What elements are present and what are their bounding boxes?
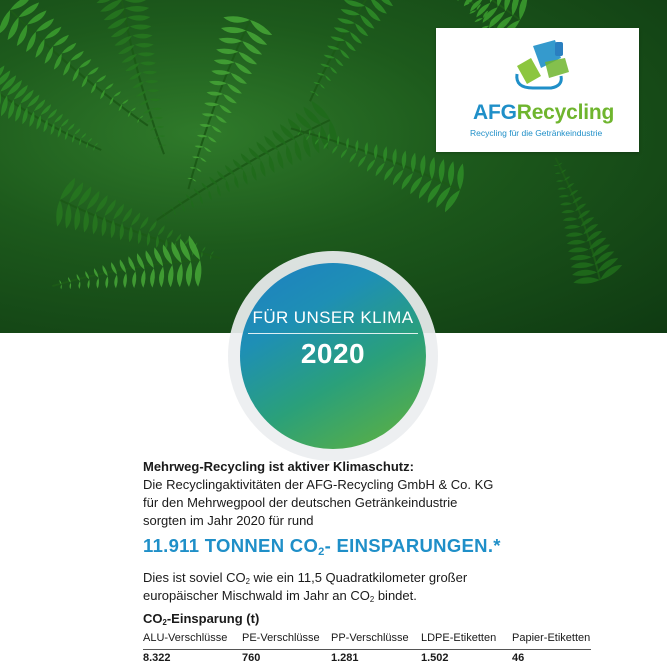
- body-heading: Mehrweg-Recycling ist aktiver Klimaschutz:: [143, 459, 414, 474]
- column-value: 46: [512, 652, 525, 664]
- table-column: [143, 632, 227, 664]
- badge-title: FÜR UNSER KLIMA: [252, 308, 414, 327]
- column-header: Papier-Etiketten: [512, 632, 591, 644]
- column-header: LDPE-Etiketten: [421, 632, 497, 644]
- body-line-3: sorgten im Jahr 2020 für rund: [143, 513, 314, 528]
- column-value: 1.281: [331, 652, 359, 664]
- column-value: 760: [242, 652, 261, 664]
- column-header: PP-Verschlüsse: [331, 632, 409, 644]
- column-value: 1.502: [421, 652, 449, 664]
- brand-tagline: Recycling für die Getränkeindustrie: [470, 128, 603, 138]
- badge-divider: [248, 333, 418, 334]
- column-value: 8.322: [143, 652, 171, 664]
- table-column: [421, 632, 496, 664]
- table-column: [242, 632, 320, 664]
- description-line-2: europäischer Mischwald im Jahr an $CO_2$ bindet.: [143, 588, 417, 604]
- description-line-1: Dies ist soviel $CO_2$ wie ein 11,5 Quadratkilometer großer: [143, 570, 468, 586]
- column-header: PE-Verschlüsse: [242, 632, 320, 644]
- table-title: $CO_2$-Einsparung (t): [143, 611, 260, 627]
- table-column: [331, 632, 409, 664]
- recycling-bottles-icon: [511, 38, 573, 92]
- body-line-2: für den Mehrwegpool der deutschen Getränkeindustrie: [143, 495, 458, 510]
- brand-name: AFGRecycling: [473, 101, 615, 124]
- column-header: ALU-Verschlüsse: [143, 632, 228, 644]
- body-line-1: Die Recyclingaktivitäten der AFG-Recycling GmbH & Co. KG: [143, 477, 494, 492]
- co2-savings-highlight: 11.911 TONNEN $CO_2-$ EINSPARUNGEN.*: [143, 535, 501, 558]
- badge-year: 2020: [300, 338, 366, 369]
- table-column: [512, 632, 590, 664]
